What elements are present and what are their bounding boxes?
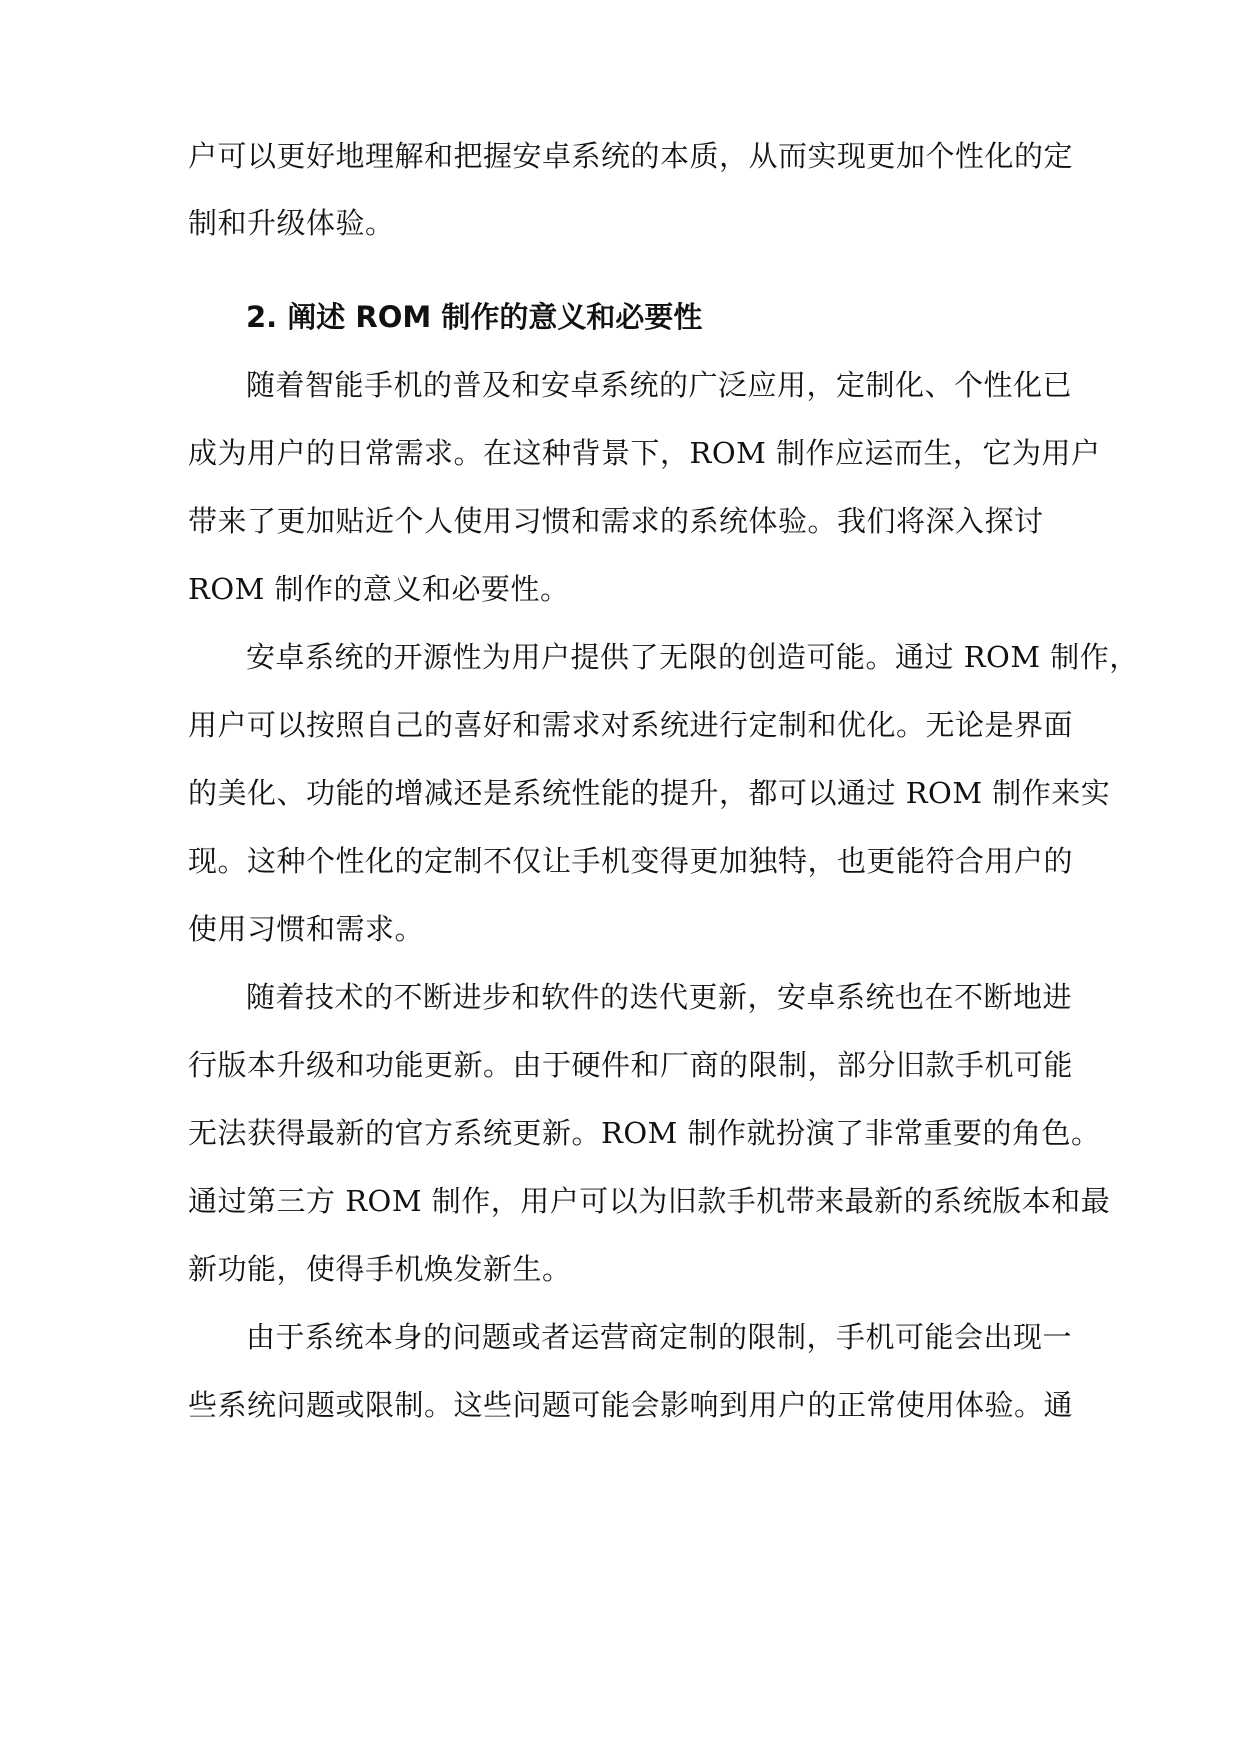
text-line: 由于系统本身的问题或者运营商定制的限制，手机可能会出现一 xyxy=(246,1320,1073,1354)
text-line: 新功能，使得手机焕发新生。 xyxy=(188,1252,572,1286)
text-line: 成为用户的日常需求。在这种背景下，ROM 制作应运而生，它为用户 xyxy=(188,436,1101,470)
text-line: 户可以更好地理解和把握安卓系统的本质，从而实现更加个性化的定 xyxy=(188,139,1074,173)
text-line: 无法获得最新的官方系统更新。ROM 制作就扮演了非常重要的角色。 xyxy=(188,1116,1101,1150)
text-line: 些系统问题或限制。这些问题可能会影响到用户的正常使用体验。通 xyxy=(188,1388,1074,1422)
text-line: 用户可以按照自己的喜好和需求对系统进行定制和优化。无论是界面 xyxy=(188,708,1074,742)
text-line: ROM 制作的意义和必要性。 xyxy=(188,572,570,606)
text-line: 现。这种个性化的定制不仅让手机变得更加独特，也更能符合用户的 xyxy=(188,844,1074,878)
section-heading: 2. 阐述 ROM 制作的意义和必要性 xyxy=(246,300,703,334)
text-line: 行版本升级和功能更新。由于硬件和厂商的限制，部分旧款手机可能 xyxy=(188,1048,1074,1082)
text-line: 通过第三方 ROM 制作，用户可以为旧款手机带来最新的系统版本和最 xyxy=(188,1184,1111,1218)
text-line: 制和升级体验。 xyxy=(188,206,395,240)
text-line: 的美化、功能的增减还是系统性能的提升，都可以通过 ROM 制作来实 xyxy=(188,776,1111,810)
text-line: 使用习惯和需求。 xyxy=(188,912,425,946)
text-line: 随着技术的不断进步和软件的迭代更新，安卓系统也在不断地进 xyxy=(246,980,1073,1014)
text-line: 安卓系统的开源性为用户提供了无限的创造可能。通过 ROM 制作， xyxy=(246,640,1139,674)
text-line: 带来了更加贴近个人使用习惯和需求的系统体验。我们将深入探讨 xyxy=(188,504,1044,538)
text-line: 随着智能手机的普及和安卓系统的广泛应用，定制化、个性化已 xyxy=(246,368,1073,402)
